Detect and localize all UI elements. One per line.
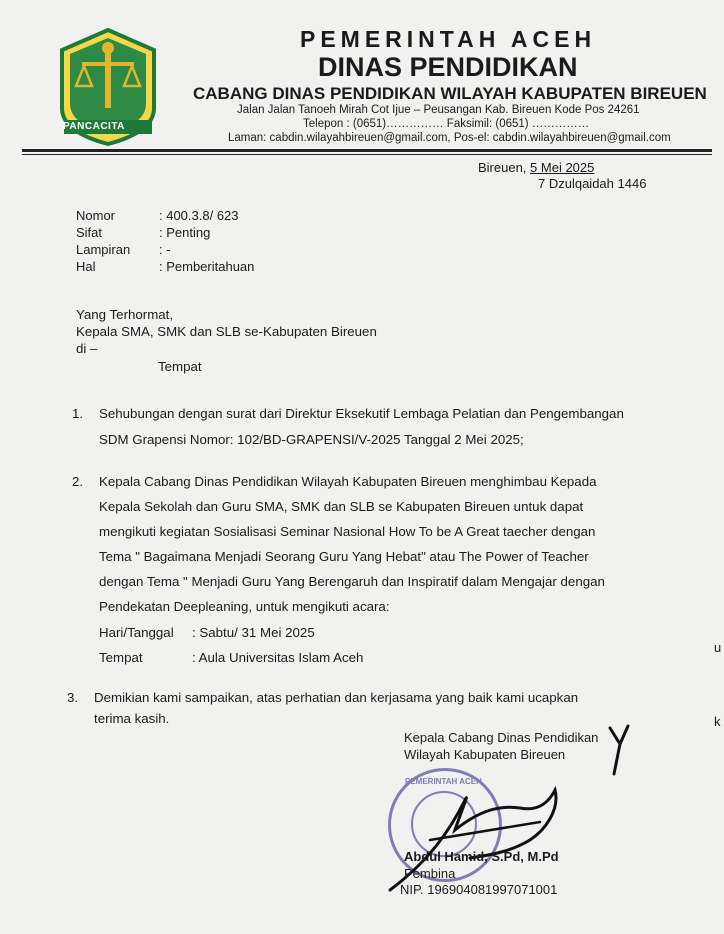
salutation: Yang Terhormat, <box>76 307 174 322</box>
signer-title-line2: Wilayah Kabupaten Bireuen <box>404 747 566 762</box>
gov-name: PEMERINTAH ACEH <box>300 26 597 52</box>
detail-label: Hari/Tanggal <box>99 625 174 640</box>
signer-rank: Pembina <box>404 866 456 881</box>
edge-mark: k <box>714 714 721 729</box>
meta-value-nomor: : 400.3.8/ 623 <box>159 208 239 223</box>
recipient-di: di – <box>76 341 98 356</box>
date-gregorian: 5 Mei 2025 <box>530 160 595 175</box>
header-rule-thin <box>22 154 712 155</box>
signer-title-line1: Kepala Cabang Dinas Pendidikan <box>404 730 599 745</box>
date-place: Bireuen, <box>478 160 531 175</box>
branch-name: CABANG DINAS PENDIDIKAN WILAYAH KABUPATEN BIREUEN <box>193 84 707 103</box>
stamp-text: PEMERINTAH ACEH <box>405 777 482 786</box>
recipient-name: Kepala SMA, SMK dan SLB se-Kabupaten Bireuen <box>76 324 377 339</box>
item-number: 1. <box>72 406 84 421</box>
letter-date <box>478 160 594 175</box>
initial-mark-icon <box>606 722 636 778</box>
meta-label-sifat: Sifat <box>76 225 103 240</box>
item-line: SDM Grapensi Nomor: 102/BD-GRAPENSI/V-2025 Tanggal 2 Mei 2025; <box>99 432 524 447</box>
item-line: dengan Tema " Menjadi Guru Yang Berengaruh dan Inspiratif dalam Mengajar dengan <box>99 574 605 589</box>
item-line: Kepala Cabang Dinas Pendidikan Wilayah Kabupaten Bireuen menghimbau Kepada <box>99 474 597 489</box>
signer-name: Abdul Hamid, S.Pd, M.Pd <box>404 849 559 864</box>
meta-label-nomor: Nomor <box>76 208 116 223</box>
detail-label: Tempat <box>99 650 143 665</box>
phone-line: Telepon : (0651)…………… Faksimil: (0651) …………… <box>303 118 590 130</box>
handwritten-signature-icon <box>370 760 590 900</box>
header-rule-thick <box>22 149 712 152</box>
item-line: Tema " Bagaimana Menjadi Seorang Guru Yang Hebat" atau The Power of Teacher <box>99 549 589 564</box>
detail-value: : Aula Universitas Islam Aceh <box>192 650 364 665</box>
recipient-place: Tempat <box>158 359 202 374</box>
item-number: 3. <box>67 690 79 705</box>
item-line: Pendekatan Deepleaning, untuk mengikuti acara: <box>99 599 390 614</box>
meta-label-hal: Hal <box>76 259 96 274</box>
item-number: 2. <box>72 474 84 489</box>
web-line: Laman: cabdin.wilayahbireuen@gmail.com, Pos-el: cabdin.wilayahbireuen@gmail.com <box>228 132 671 144</box>
date-hijri: 7 Dzulqaidah 1446 <box>538 176 647 191</box>
item-line: Kepala Sekolah dan Guru SMA, SMK dan SLB se Kabupaten Bireuen untuk dapat <box>99 499 584 514</box>
item-line: Demikian kami sampaikan, atas perhatian dan kerjasama yang baik kami ucapkan <box>94 690 579 705</box>
edge-mark: u <box>714 640 722 655</box>
address-line: Jalan Jalan Tanoeh Mirah Cot Ijue – Peusangan Kab. Bireuen Kode Pos 24261 <box>237 104 640 116</box>
item-line: mengikuti kegiatan Sosialisasi Seminar Nasional How To be A Great taecher dengan <box>99 524 596 539</box>
meta-value-lampiran: : - <box>159 242 171 257</box>
detail-value: : Sabtu/ 31 Mei 2025 <box>192 625 315 640</box>
item-line: terima kasih. <box>94 711 170 726</box>
agency-name: DINAS PENDIDIKAN <box>318 52 578 82</box>
item-line: Sehubungan dengan surat dari Direktur Eksekutif Lembaga Pelatian dan Pengembangan <box>99 406 624 421</box>
signer-nip: NIP. 196904081997071001 <box>400 882 558 897</box>
meta-value-hal: : Pemberitahuan <box>159 259 255 274</box>
logo-caption: PANCACITA <box>63 121 125 132</box>
meta-value-sifat: : Penting <box>159 225 211 240</box>
meta-label-lampiran: Lampiran <box>76 242 131 257</box>
